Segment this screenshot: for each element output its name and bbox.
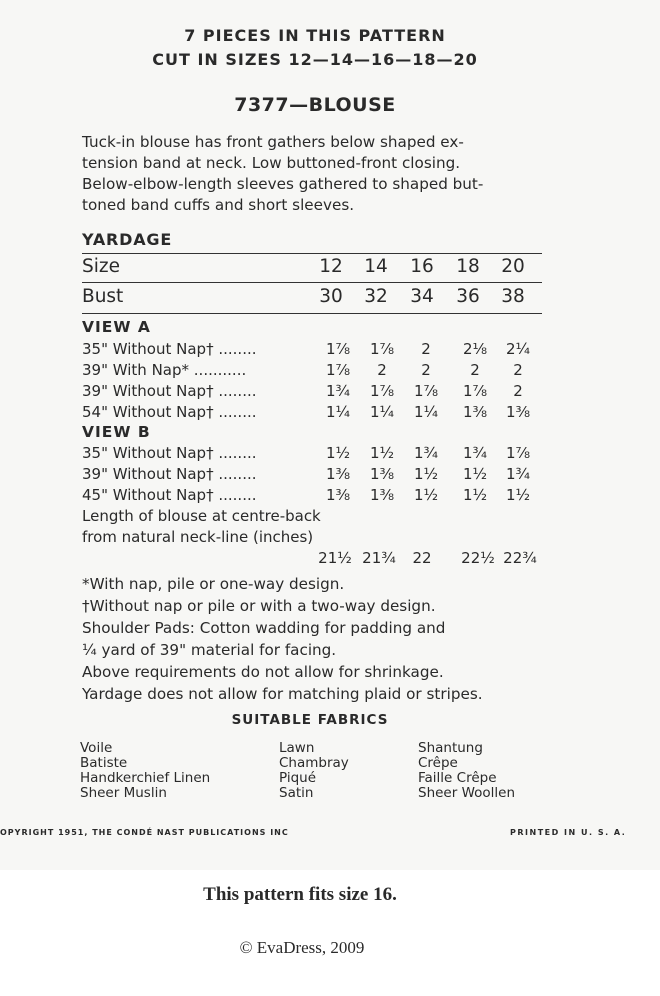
yardage-value: 1⅜ — [462, 403, 488, 421]
view-a-title: VIEW A — [82, 318, 151, 336]
divider — [82, 313, 542, 314]
yardage-value: 2 — [421, 340, 431, 358]
yardage-row-label: 39" Without Nap† ........ — [82, 382, 257, 400]
note-line: Above requirements do not allow for shrinkage. — [82, 663, 444, 681]
fabric-item: Faille Crêpe — [418, 770, 497, 786]
size-value: 18 — [456, 256, 480, 277]
yardage-row-label: 45" Without Nap† ........ — [82, 486, 257, 504]
description-line: Below-elbow-length sleeves gathered to shaped but- — [82, 175, 484, 193]
size-value: 20 — [501, 256, 525, 277]
size-label: Size — [82, 256, 120, 277]
bust-value: 36 — [456, 286, 480, 307]
yardage-value: 1⅜ — [369, 465, 395, 483]
printed-notice: PRINTED IN U. S. A. — [510, 828, 627, 837]
yardage-value: 1¼ — [369, 403, 395, 421]
description-line: tension band at neck. Low buttoned-front closing. — [82, 154, 461, 172]
yardage-title: YARDAGE — [82, 230, 173, 249]
yardage-value: 2 — [421, 361, 431, 379]
length-value: 22½ — [461, 549, 495, 567]
note-line: †Without nap or pile or with a two-way design. — [82, 597, 436, 615]
yardage-value: 1⅞ — [325, 340, 351, 358]
note-line: *With nap, pile or one-way design. — [82, 575, 345, 593]
length-value: 22¾ — [503, 549, 537, 567]
size-value: 14 — [364, 256, 388, 277]
note-line: Yardage does not allow for matching plaid or stripes. — [82, 685, 483, 703]
yardage-value: 2 — [513, 361, 523, 379]
fabric-item: Satin — [279, 785, 314, 801]
yardage-value: 2 — [470, 361, 480, 379]
fabric-item: Sheer Woollen — [418, 785, 516, 801]
yardage-value: 1½ — [505, 486, 531, 504]
bust-label: Bust — [82, 286, 124, 307]
fabric-item: Lawn — [279, 740, 315, 756]
note-line: Shoulder Pads: Cotton wadding for padding and — [82, 619, 446, 637]
description-line: toned band cuffs and short sleeves. — [82, 196, 355, 214]
yardage-value: 1⅞ — [325, 361, 351, 379]
yardage-value: 1¼ — [325, 403, 351, 421]
yardage-value: 1½ — [462, 486, 488, 504]
yardage-row-label: 39" With Nap* ........... — [82, 361, 247, 379]
length-line: from natural neck-line (inches) — [82, 528, 314, 546]
yardage-value: 1¾ — [413, 444, 439, 462]
fit-caption: This pattern fits size 16. — [203, 884, 397, 905]
copyright-notice: OPYRIGHT 1951, THE CONDÉ NAST PUBLICATIONS INC — [0, 828, 289, 837]
yardage-value: 1½ — [462, 465, 488, 483]
fabric-item: Voile — [80, 740, 113, 756]
yardage-value: 1⅜ — [325, 486, 351, 504]
yardage-value: 1⅜ — [325, 465, 351, 483]
size-value: 16 — [410, 256, 434, 277]
yardage-value: 1⅞ — [369, 340, 395, 358]
bust-value: 30 — [319, 286, 343, 307]
yardage-value: 1¾ — [462, 444, 488, 462]
description — [82, 132, 552, 216]
yardage-value: 1¾ — [505, 465, 531, 483]
yardage-value: 1½ — [369, 444, 395, 462]
credit-caption: © EvaDress, 2009 — [239, 938, 365, 957]
size-value: 12 — [319, 256, 343, 277]
description-line: Tuck-in blouse has front gathers below shaped ex- — [82, 133, 464, 151]
yardage-value: 1½ — [413, 486, 439, 504]
yardage-value: 1¼ — [413, 403, 439, 421]
yardage-value: 2 — [513, 382, 523, 400]
divider — [82, 282, 542, 283]
length-value: 21¾ — [362, 549, 396, 567]
yardage-value: 1⅜ — [369, 486, 395, 504]
yardage-row-label: 35" Without Nap† ........ — [82, 444, 257, 462]
yardage-value: 1⅜ — [505, 403, 531, 421]
length-value: 21½ — [318, 549, 352, 567]
yardage-value: 2⅛ — [462, 340, 488, 358]
note-line: ¼ yard of 39" material for facing. — [82, 641, 337, 659]
pattern-title: 7377—BLOUSE — [234, 94, 396, 116]
view-b-title: VIEW B — [82, 423, 151, 441]
divider — [82, 253, 542, 254]
yardage-value: 1¾ — [325, 382, 351, 400]
fabric-item: Shantung — [418, 740, 483, 756]
yardage-row-label: 54" Without Nap† ........ — [82, 403, 257, 421]
yardage-value: 1⅞ — [369, 382, 395, 400]
yardage-row-label: 35" Without Nap† ........ — [82, 340, 257, 358]
yardage-value: 2 — [377, 361, 387, 379]
yardage-value: 1⅞ — [462, 382, 488, 400]
yardage-value: 1½ — [325, 444, 351, 462]
fabric-item: Chambray — [279, 755, 349, 771]
yardage-value: 1⅞ — [505, 444, 531, 462]
bust-value: 38 — [501, 286, 525, 307]
length-value: 22 — [412, 549, 432, 567]
yardage-row-label: 39" Without Nap† ........ — [82, 465, 257, 483]
yardage-value: 1⅞ — [413, 382, 439, 400]
sizes-heading: CUT IN SIZES 12—14—16—18—20 — [152, 50, 478, 69]
pieces-heading: 7 PIECES IN THIS PATTERN — [184, 26, 446, 45]
yardage-value: 1½ — [413, 465, 439, 483]
bust-value: 32 — [364, 286, 388, 307]
fabric-item: Handkerchief Linen — [80, 770, 211, 786]
yardage-value: 2¼ — [505, 340, 531, 358]
fabric-item: Sheer Muslin — [80, 785, 167, 801]
fabric-item: Piqué — [279, 770, 317, 786]
bust-value: 34 — [410, 286, 434, 307]
fabric-item: Crêpe — [418, 755, 458, 771]
fabric-item: Batiste — [80, 755, 128, 771]
length-line: Length of blouse at centre-back — [82, 507, 321, 525]
fabrics-title: SUITABLE FABRICS — [231, 712, 389, 728]
